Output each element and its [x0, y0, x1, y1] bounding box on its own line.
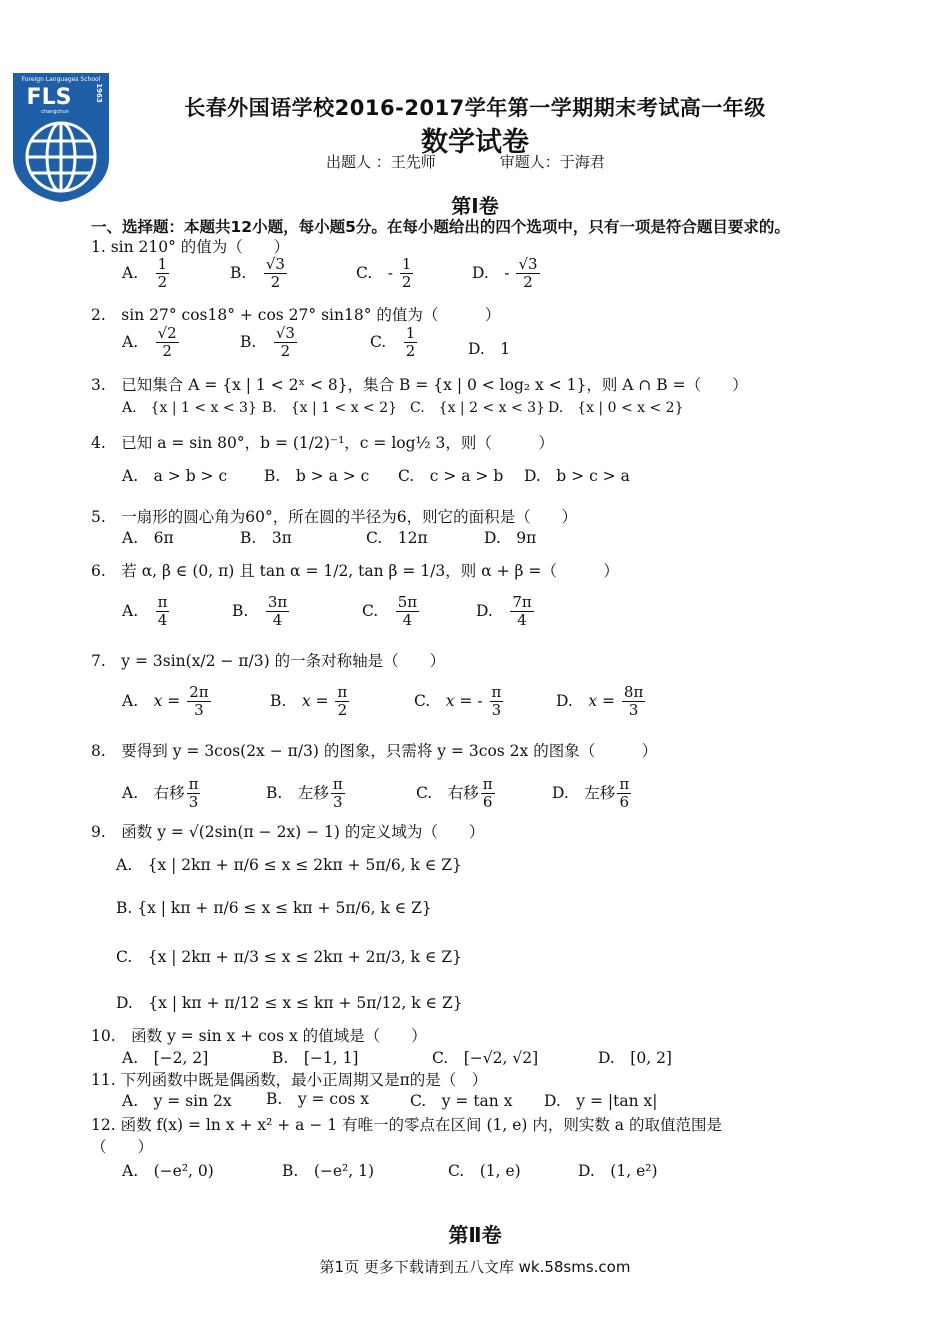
question-11: 11. 下列函数中既是偶函数，最小正周期又是π的是（ ） — [91, 1071, 488, 1089]
q8-option-d: D. 左移 $\frac{\pi}{6}$ — [552, 775, 630, 812]
q5-option-d: D. 9π — [484, 529, 537, 547]
author: 出题人 ：王先师 — [326, 153, 436, 171]
question-2: 2. sin 27° cos18° + cos 27° sin18° 的值为（ ） — [91, 306, 501, 324]
question-7: 7. y = 3sin(x/2 − π/3) 的一条对称轴是（ ） — [91, 652, 446, 670]
author-line — [326, 151, 669, 172]
q12-option-c: C. (1, e) — [448, 1162, 521, 1180]
question-6: 6. 若 α, β ∈ (0, π) 且 tan α = 1/2, tan β = 1/3，则 α + β =（ ） — [91, 562, 619, 580]
reviewer: 审题人：于海君 — [499, 153, 605, 171]
q6-option-d: D. $\frac{7\pi}{4}$ — [476, 593, 532, 630]
q1-option-a: A. $\frac{1}{2}$ — [122, 255, 168, 292]
part-1-heading: 第Ⅰ卷 — [451, 194, 499, 218]
section-1-heading: 一、选择题：本题共12小题，每小题5分。在每小题给出的四个选项中，只有一项是符合题目要求的。 — [91, 218, 790, 236]
svg-text:Foreign Languages School: Foreign Languages School — [21, 76, 101, 83]
question-1: 1. sin 210° 的值为（ ） — [91, 238, 290, 256]
q9-option-c: C. {x | 2kπ + π/3 ≤ x ≤ 2kπ + 2π/3, k ∈ Z} — [116, 948, 463, 966]
q3-option-a: A. {x | 1 < x < 3} — [122, 400, 257, 416]
question-12-answer-paren: （ ） — [91, 1138, 154, 1156]
q12-option-b: B. (−e², 1) — [282, 1162, 375, 1180]
q5-option-c: C. 12π — [366, 529, 428, 547]
q10-option-b: B. [−1, 1] — [272, 1049, 359, 1067]
exam-title: 长春外国语学校2016-2017学年第一学期期末考试高一年级 — [184, 96, 766, 120]
question-12: 12. 函数 f(x) = ln x + x² + a − 1 有唯一的零点在区间 (1, e) 内，则实数 a 的取值范围是 — [91, 1116, 722, 1134]
q2-option-a: A. $\frac{√2}{2}$ — [122, 324, 177, 361]
q9-option-a: A. {x | 2kπ + π/6 ≤ x ≤ 2kπ + 5π/6, k ∈ Z} — [116, 856, 462, 874]
q3-option-d: D. {x | 0 < x < 2} — [548, 400, 684, 416]
svg-text:changchun: changchun — [41, 109, 69, 115]
q2-option-c: C. $\frac{1}{2}$ — [370, 324, 416, 361]
q11-option-a: A. y = sin 2x — [122, 1092, 232, 1110]
q7-option-a: A. x = $\frac{2\pi}{3}$ — [122, 683, 209, 720]
q4-option-c: C. c > a > b — [398, 467, 504, 485]
q10-option-d: D. [0, 2] — [598, 1049, 672, 1067]
q7-option-d: D. x = $\frac{8\pi}{3}$ — [556, 683, 644, 720]
q6-option-c: C. $\frac{5\pi}{4}$ — [362, 593, 418, 630]
q9-option-b: B. {x | kπ + π/6 ≤ x ≤ kπ + 5π/6, k ∈ Z} — [116, 899, 432, 917]
q8-option-c: C. 右移 $\frac{\pi}{6}$ — [416, 775, 493, 812]
question-5: 5. 一扇形的圆心角为60°，所在圆的半径为6，则它的面积是（ ） — [91, 508, 578, 526]
q5-option-b: B. 3π — [240, 529, 292, 547]
q6-option-a: A. $\frac{\pi}{4}$ — [122, 593, 168, 630]
q7-option-b: B. x = $\frac{\pi}{2}$ — [270, 683, 348, 720]
q7-option-c: C. x = - $\frac{\pi}{3}$ — [414, 683, 502, 720]
q2-option-d: D. 1 — [468, 340, 511, 358]
q12-option-d: D. (1, e²) — [578, 1162, 658, 1180]
svg-text:1963: 1963 — [95, 83, 103, 103]
q4-option-d: D. b > c > a — [524, 467, 630, 485]
q2-option-b: B. $\frac{√3}{2}$ — [240, 324, 295, 361]
q5-option-a: A. 6π — [122, 529, 174, 547]
part-2-heading: 第Ⅱ卷 — [448, 1223, 502, 1247]
q8-option-b: B. 左移 $\frac{\pi}{3}$ — [266, 775, 343, 812]
q11-option-b: B. y = cos x — [266, 1090, 370, 1108]
q3-option-c: C. {x | 2 < x < 3} — [410, 400, 545, 416]
q8-option-a: A. 右移 $\frac{\pi}{3}$ — [122, 775, 199, 812]
question-10: 10. 函数 y = sin x + cos x 的值域是（ ） — [91, 1027, 427, 1045]
exam-subject: 数学试卷 — [421, 127, 529, 158]
q12-option-a: A. (−e², 0) — [122, 1162, 214, 1180]
svg-text:FLS: FLS — [26, 85, 72, 110]
page-footer: 第1页 更多下载请到五八文库 wk.58sms.com — [319, 1258, 631, 1276]
question-9: 9. 函数 y = √(2sin(π − 2x) − 1) 的定义域为（ ） — [91, 823, 485, 841]
q1-option-d: D. - $\frac{√3}{2}$ — [472, 255, 538, 292]
q1-option-b: B. $\frac{√3}{2}$ — [230, 255, 285, 292]
q3-option-b: B. {x | 1 < x < 2} — [262, 400, 398, 416]
question-8: 8. 要得到 y = 3cos(2x − π/3) 的图象，只需将 y = 3cos 2x 的图象（ ） — [91, 742, 658, 760]
question-3: 3. 已知集合 A = {x | 1 < 2ˣ < 8}，集合 B = {x | 0 < log₂ x < 1}，则 A ∩ B =（ ） — [91, 376, 748, 394]
q9-option-d: D. {x | kπ + π/12 ≤ x ≤ kπ + 5π/12, k ∈ Z} — [116, 994, 463, 1012]
question-4: 4. 已知 a = sin 80°，b = (1/2)⁻¹，c = log½ 3，则（ ） — [91, 434, 554, 452]
q11-option-c: C. y = tan x — [410, 1092, 513, 1110]
q11-option-d: D. y = |tan x| — [544, 1092, 658, 1110]
q6-option-b: B. $\frac{3\pi}{4}$ — [232, 593, 288, 630]
q1-option-c: C. - $\frac{1}{2}$ — [356, 255, 412, 292]
q4-option-a: A. a > b > c — [122, 467, 228, 485]
q4-option-b: B. b > a > c — [264, 467, 370, 485]
q10-option-a: A. [−2, 2] — [122, 1049, 209, 1067]
q10-option-c: C. [−√2, √2] — [432, 1049, 539, 1067]
